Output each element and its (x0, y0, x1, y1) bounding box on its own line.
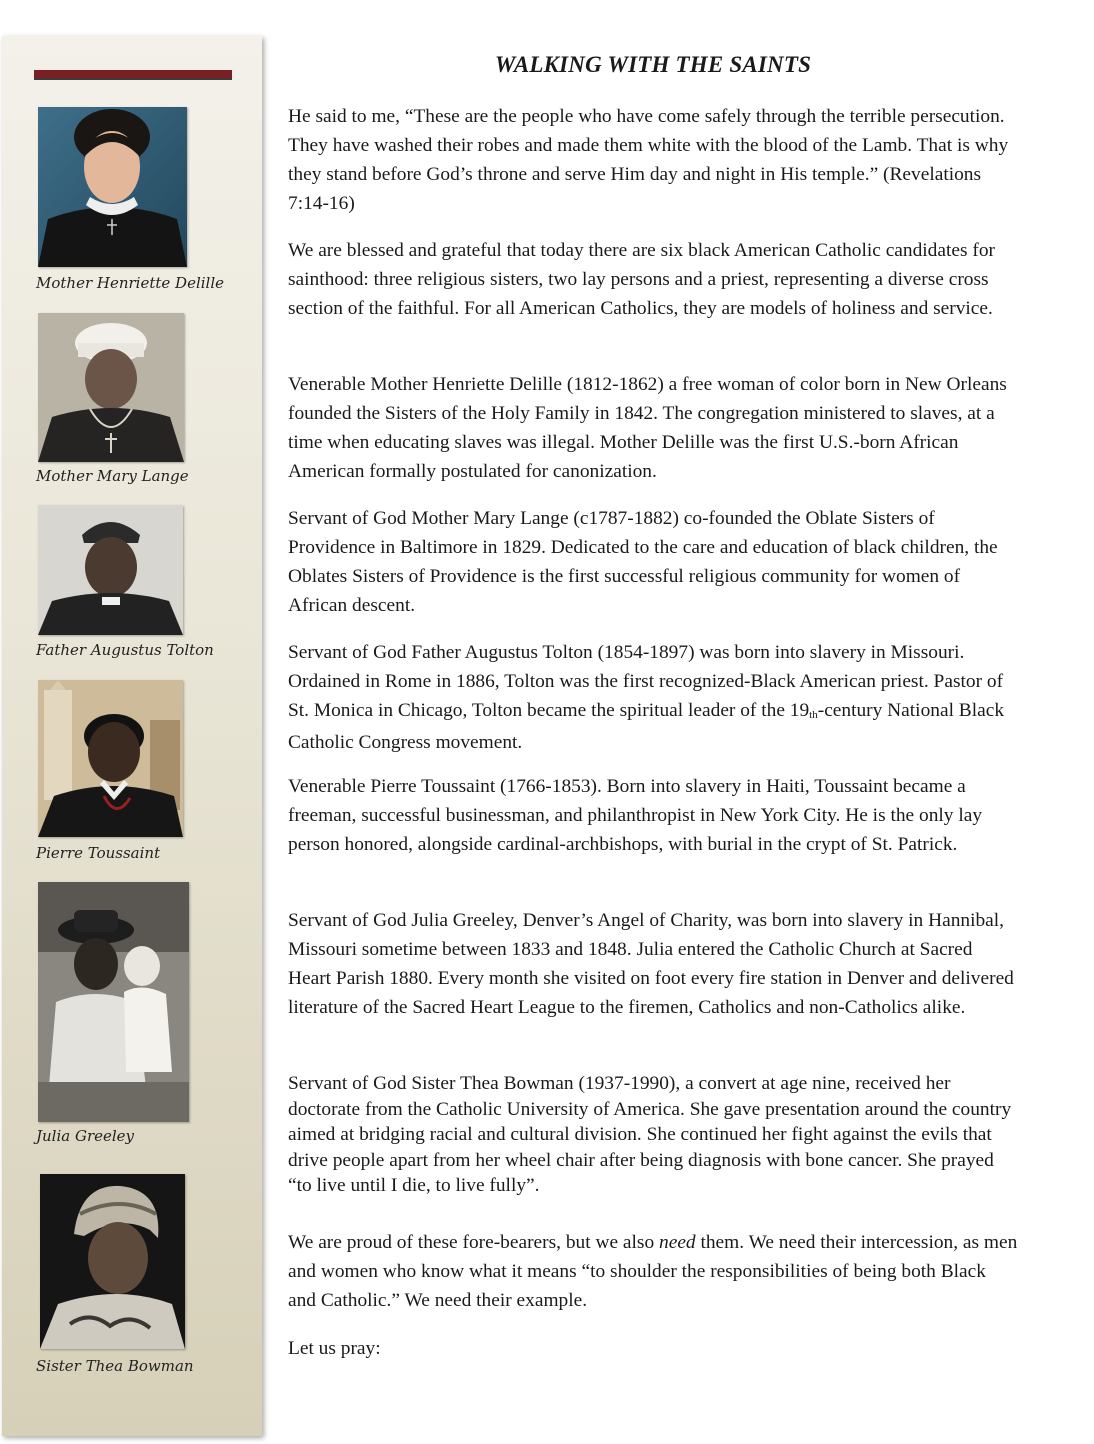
paragraph-forebearers (288, 1228, 1018, 1315)
page-title: WALKING WITH THE SAINTS (494, 52, 812, 77)
portrait-henriette-delille (38, 107, 187, 267)
tolton-text-b: -century National Black Catholic Congress movement. (288, 700, 1005, 753)
paragraph-mary-lange: Servant of God Mother Mary Lange (c1787-1882) co-founded the Oblate Sisters of Providence in Baltimore in 1829. Dedicated to the care and education of black children, the Oblates Sisters of Providence is the first successful religious community for women of African descent. (288, 508, 998, 616)
forebearers-text-a: We are proud of these fore-bearers, but we also (288, 1232, 660, 1253)
paragraph-henriette-delille: Venerable Mother Henriette Delille (1812-1862) a free woman of color born in New Orleans founded the Sisters of the Holy Family in 1842. The congregation ministered to slaves, at a time when educating slaves was illegal. Mother Delille was the first U.S.-born African American formally postulated for canonization. (288, 374, 1007, 482)
forebearers-text-b: them. We need their intercession, as men and women who know what it means “to shoulder the responsibilities of being both Black and Catholic.” We need their example. (288, 1232, 1018, 1311)
caption-thea-bowman: Sister Thea Bowman (36, 1357, 194, 1375)
caption-julia-greeley: Julia Greeley (36, 1127, 135, 1145)
paragraph-thea-bowman: Servant of God Sister Thea Bowman (1937-1990), a convert at age nine, received her doctorate from the Catholic University of America. She gave presentation around the country aimed at bridging racial and cultural division. She continued her fight against the evils that drive people apart from her wheel chair after being diagnosis with bone cancer. She prayed “to live until I die, to live fully”. (288, 1073, 1012, 1196)
portrait-pierre-toussaint (38, 680, 183, 837)
caption-mary-lange: Mother Mary Lange (36, 467, 189, 485)
paragraph-augustus-tolton (288, 638, 1018, 757)
paragraph-let-us-pray: Let us pray: (288, 1338, 381, 1359)
paragraph-julia-greeley: Servant of God Julia Greeley, Denver’s Angel of Charity, was born into slavery in Hannibal, Missouri sometime between 1833 and 1848. Julia entered the Catholic Church at Sacred Heart Parish 1880. Every month she visited on foot every fire station in Denver and delivered literature of the Sacred Heart League to the firemen, Catholics and non-Catholics alike. (288, 910, 1014, 1018)
portrait-thea-bowman (40, 1174, 185, 1349)
paragraph-scripture: He said to me, “These are the people who have come safely through the terrible persecution. They have washed their robes and made them white with the blood of the Lamb. That is why they stand before God’s throne and serve Him day and night in His temple.” (Revelations 7:14-16) (288, 106, 1009, 214)
paragraph-pierre-toussaint: Venerable Pierre Toussaint (1766-1853). Born into slavery in Haiti, Toussaint became a freeman, successful businessman, and philanthropist in New York City. He is the only lay person honored, alongside cardinal-archbishops, with burial in the crypt of St. Patrick. (288, 776, 983, 855)
forebearers-emphasis: need (659, 1232, 696, 1253)
portrait-julia-greeley (38, 882, 189, 1122)
paragraph-candidates: We are blessed and grateful that today there are six black American Catholic candidates for sainthood: three religious sisters, two lay persons and a priest, representing a diverse cross section of the faithful. For all American Catholics, they are models of holiness and service. (288, 240, 995, 319)
portrait-augustus-tolton (38, 505, 183, 635)
portrait-mary-lange (38, 313, 184, 462)
caption-pierre-toussaint: Pierre Toussaint (36, 844, 161, 862)
caption-henriette-delille: Mother Henriette Delille (36, 274, 225, 292)
sidebar-accent-rule (34, 70, 232, 80)
caption-augustus-tolton: Father Augustus Tolton (36, 641, 214, 659)
tolton-superscript: th (809, 709, 818, 721)
tolton-text-a: Servant of God Father Augustus Tolton (1854-1897) was born into slavery in Missouri. Ordained in Rome in 1886, Tolton was the first recognized-Black American priest. Pastor of St. Monica in Chicago, Tolton became the spiritual leader of the 19 (288, 642, 1004, 721)
